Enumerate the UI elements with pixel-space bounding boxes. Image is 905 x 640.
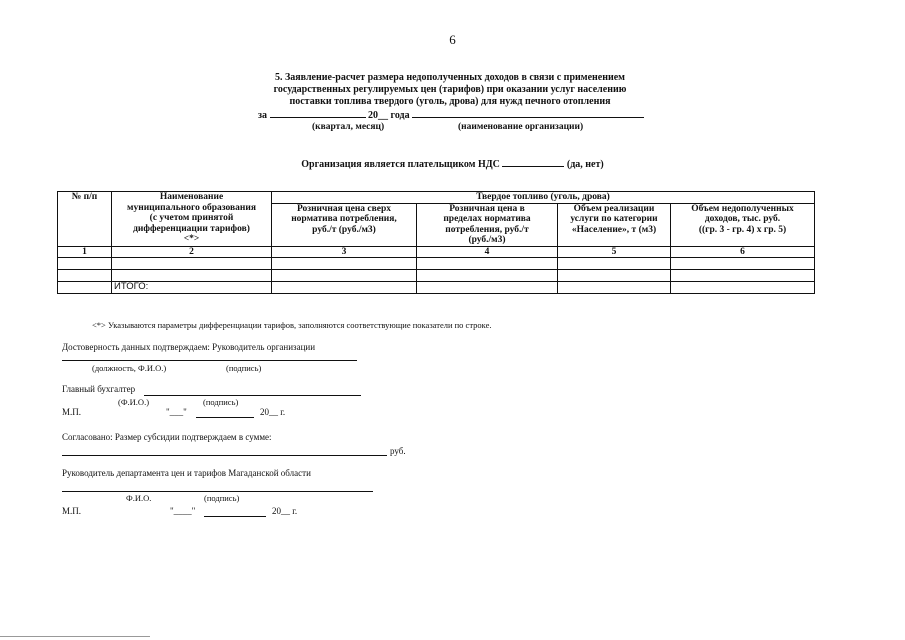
title-line-2: государственных регулируемых цен (тарифов) при оказании услуг населению	[273, 84, 627, 95]
head-date-month-line[interactable]	[204, 516, 266, 517]
table-cell[interactable]	[417, 281, 558, 293]
scan-edge-line	[0, 636, 150, 637]
head-signature-line[interactable]	[62, 491, 373, 492]
accountant-stamp: М.П.	[62, 407, 82, 417]
period-hint: (квартал, месяц)	[312, 122, 385, 132]
table-cell[interactable]	[58, 257, 112, 269]
organization-field[interactable]	[412, 108, 644, 118]
vat-field[interactable]	[502, 157, 564, 167]
table-cell[interactable]	[58, 269, 112, 281]
period-year: 20__ года	[368, 110, 410, 121]
table-cell[interactable]	[112, 257, 272, 269]
document-title	[180, 72, 720, 108]
title-line-1: 5. Заявление-расчет размера недополученных доходов в связи с применением	[274, 72, 625, 83]
column-number: 5	[558, 246, 671, 257]
vat-options: (да, нет)	[566, 159, 604, 170]
head-signature-hint: (подпись)	[204, 493, 240, 503]
table-cell[interactable]	[671, 257, 815, 269]
header-number: № п/п	[58, 192, 112, 247]
period-row	[258, 108, 644, 121]
column-number: 4	[417, 246, 558, 257]
accountant-fio-hint: (Ф.И.О.)	[118, 397, 150, 407]
accountant-signature-line[interactable]	[144, 395, 361, 396]
agreed-amount-line[interactable]	[62, 455, 387, 456]
confirm-text: Достоверность данных подтверждаем: Руководитель организации	[62, 342, 316, 352]
accountant-label: Главный бухгалтер	[62, 384, 136, 394]
total-row	[58, 281, 815, 293]
table-cell[interactable]	[671, 269, 815, 281]
head-text: Руководитель департамента цен и тарифов Магаданской области	[62, 468, 311, 478]
table-cell[interactable]	[417, 269, 558, 281]
header-retail-above-norm: Розничная цена сверх норматива потребления, руб./т (руб./м3)	[272, 203, 417, 246]
head-stamp: М.П.	[62, 506, 82, 516]
table-row	[58, 257, 815, 269]
accountant-signature-hint: (подпись)	[203, 397, 239, 407]
period-field[interactable]	[270, 108, 366, 118]
confirm-signature-hint: (подпись)	[226, 363, 262, 373]
table-cell[interactable]	[112, 269, 272, 281]
header-retail-within-norm: Розничная цена в пределах норматива потребления, руб./т (руб./м3)	[417, 203, 558, 246]
page-number: 6	[449, 32, 456, 47]
table-cell[interactable]	[272, 257, 417, 269]
head-date-year: 20__ г.	[272, 506, 298, 516]
header-municipality: Наименование муниципального образования (с учетом принятой дифференциации тарифов) <*>	[112, 192, 272, 247]
total-label: ИТОГО:	[112, 281, 272, 293]
table-row	[58, 269, 815, 281]
column-numbers-row	[58, 246, 815, 257]
calculation-table	[57, 191, 815, 294]
column-number: 6	[671, 246, 815, 257]
head-date-day: "____"	[170, 506, 196, 516]
table-cell[interactable]	[558, 281, 671, 293]
table-cell[interactable]	[272, 269, 417, 281]
header-lost-income: Объем недополученных доходов, тыс. руб. ((гр. 3 - гр. 4) х гр. 5)	[671, 203, 815, 246]
table-cell[interactable]	[272, 281, 417, 293]
vat-text: Организация является плательщиком НДС	[301, 159, 500, 170]
table-cell[interactable]	[58, 281, 112, 293]
table-cell[interactable]	[671, 281, 815, 293]
accountant-date-day: "___"	[166, 407, 187, 417]
vat-row	[0, 157, 905, 170]
head-fio-hint: Ф.И.О.	[126, 493, 152, 503]
header-sales-volume: Объем реализации услуги по категории «Население», т (м3)	[558, 203, 671, 246]
table-cell[interactable]	[558, 269, 671, 281]
period-prefix: за	[258, 110, 268, 121]
accountant-date-month-line[interactable]	[196, 417, 254, 418]
table-cell[interactable]	[558, 257, 671, 269]
table-cell[interactable]	[417, 257, 558, 269]
column-number: 3	[272, 246, 417, 257]
footnote: <*> Указываются параметры дифференциации тарифов, заполняются соответствующие показатели по строке.	[92, 320, 492, 330]
organization-hint: (наименование организации)	[458, 122, 584, 132]
column-number: 1	[58, 246, 112, 257]
column-number: 2	[112, 246, 272, 257]
title-line-3: поставки топлива твердого (уголь, дрова) для нужд печного отопления	[289, 96, 611, 107]
confirm-position-hint: (должность, Ф.И.О.)	[92, 363, 167, 373]
accountant-date-year: 20__ г.	[260, 407, 286, 417]
agreed-currency: руб.	[390, 446, 406, 456]
confirm-signature-line[interactable]	[62, 360, 357, 361]
header-solid-fuel: Твердое топливо (уголь, дрова)	[272, 192, 815, 204]
agreed-text: Согласовано: Размер субсидии подтверждаем в сумме:	[62, 432, 272, 442]
